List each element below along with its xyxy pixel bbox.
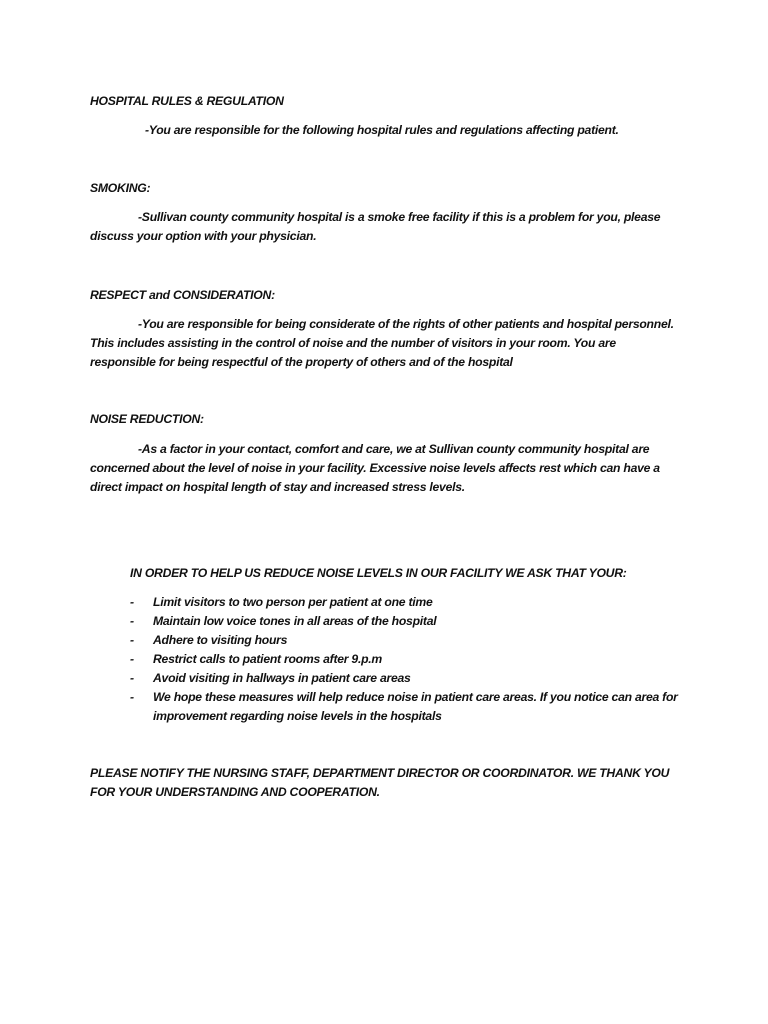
section-heading-smoking: SMOKING: [90, 181, 151, 195]
document-title: HOSPITAL RULES & REGULATION [90, 94, 284, 108]
section-body-noise: -As a factor in your contact, comfort and care, we at Sullivan county community hospital are concerned about the level of noise in your facility. Excessive noise levels affects rest which can have a direct impact on hospital length of stay and increased stress levels. [90, 442, 660, 494]
list-item [130, 669, 690, 688]
request-heading: IN ORDER TO HELP US REDUCE NOISE LEVELS IN OUR FACILITY WE ASK THAT YOUR: [130, 566, 627, 580]
intro-text: -You are responsible for the following hospital rules and regulations affecting patient. [145, 123, 619, 137]
bullet-dash: - [130, 595, 134, 609]
section-body-smoking: -Sullivan county community hospital is a smoke free facility if this is a problem for you, please discuss your option with your physician. [90, 210, 661, 243]
list-item [130, 593, 690, 612]
list-item-text: Restrict calls to patient rooms after 9.p.m [153, 652, 383, 666]
list-item [130, 650, 690, 669]
list-item [130, 631, 690, 650]
list-item [130, 688, 690, 726]
noise-bullet-list [130, 593, 690, 726]
closing-text: PLEASE NOTIFY THE NURSING STAFF, DEPARTMENT DIRECTOR OR COORDINATOR. WE THANK YOU FOR YOUR UNDERSTANDING AND COOPERATION. [90, 766, 670, 799]
list-item-text: Limit visitors to two person per patient at one time [153, 595, 433, 609]
list-item-text: Avoid visiting in hallways in patient care areas [153, 671, 411, 685]
section-heading-noise: NOISE REDUCTION: [90, 412, 204, 426]
list-item [130, 612, 690, 631]
bullet-dash: - [130, 652, 134, 666]
bullet-dash: - [130, 614, 134, 628]
bullet-dash: - [130, 671, 134, 685]
section-heading-respect: RESPECT and CONSIDERATION: [90, 288, 275, 302]
section-body-respect: -You are responsible for being considerate of the rights of other patients and hospital personnel. This includes assisting in the control of noise and the number of visitors in your room. You are responsible for being respectful of the property of others and of the hospital [90, 317, 674, 369]
bullet-dash: - [130, 690, 134, 704]
list-item-text: Maintain low voice tones in all areas of the hospital [153, 614, 437, 628]
list-item-text: We hope these measures will help reduce noise in patient care areas. If you notice can area for improvement regarding noise levels in the hospitals [153, 690, 678, 723]
list-item-text: Adhere to visiting hours [153, 633, 288, 647]
bullet-dash: - [130, 633, 134, 647]
